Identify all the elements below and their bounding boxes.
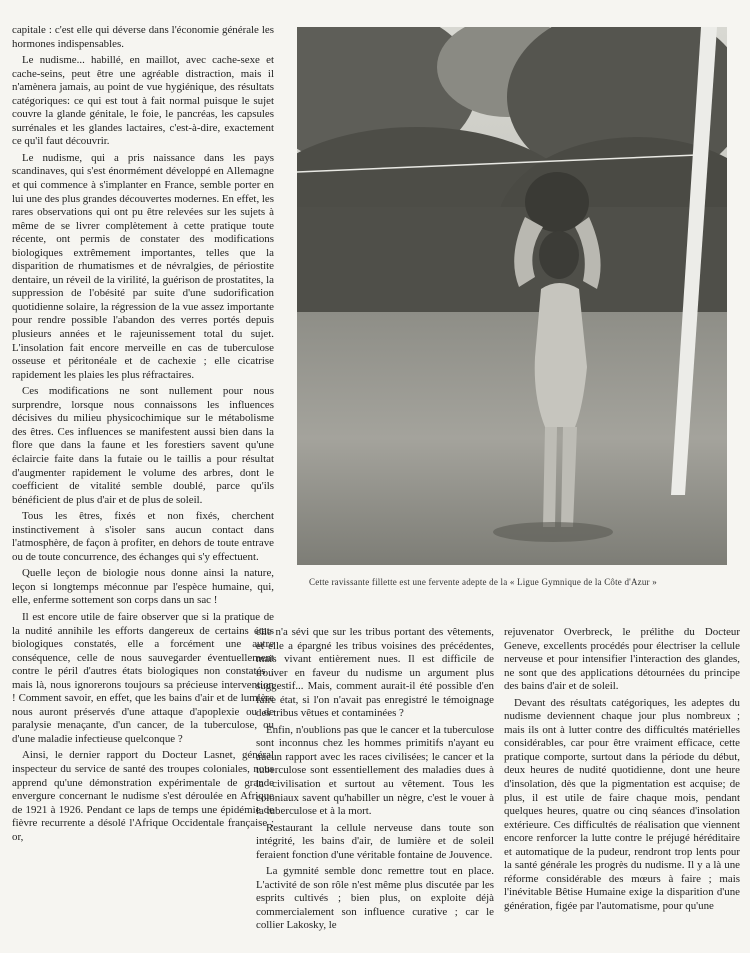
paragraph: La gymnité semble donc remettre tout en place. L'activité de son rôle n'est même plus discutée par les esprits cultivés ; bien plus, on exploite déjà commercialement son influence curative ; car le collier Lakosky, le bbox=[256, 865, 494, 932]
paragraph: Le nudisme, qui a pris naissance dans les pays scandinaves, qui s'est énormément développé en Allemagne et qui commence à s'implanter en France, semble porter en lui une des plus grandes découvertes modernes. En effet, les rares observations qui ont pu être relevées sur les sujets à même de se livrer complètement à cette pratique toute récente, ont permis de constater des modifications biologiques extrêmement importantes, telles que la disparition de rhumatismes et de névralgies, de périostite dentaire, un réveil de la virilité, la guérison de prostatites, la suppression de l'obésité par suite d'une sudorification quotidienne solaire, la régression de la vue assez importante pour rendre possible l'abandon des verres portés depuis plusieurs années et le rajeunissement total du sujet. L'insolation fait encore merveille en cas de tuberculose osseuse et péritonéale et de cachexie ; elle cicatrise rapidement les plaies les plus réfractaires. bbox=[12, 151, 274, 381]
paragraph: elle n'a sévi que sur les tribus portant des vêtements, et elle a épargné les tribus voisines des précédentes, mais vivant entièrement nues. Il est difficile de trouver en faveur du nudisme un argument plus suggestif... Mais, comment aurait-il été possible d'en faire état, si l'on n'avait pas enregistré le témoignage des tribus vêtues et contaminées ? bbox=[256, 626, 494, 720]
paragraph: capitale : c'est elle qui déverse dans l'économie générale les hormones indispensables. bbox=[12, 24, 274, 50]
paragraph: Ainsi, le dernier rapport du Docteur Lasnet, général inspecteur du service de santé des troupes coloniales, nous apprend qu'une démonstration expérimentale de grande envergure concernant le nudisme s'est déroulée en Afrique de 1921 à 1926. Pendant ce laps de temps une épidémie de fièvre recurrente a désolé l'Afrique Occidentale française ; or, bbox=[12, 749, 274, 843]
article-column-middle bbox=[256, 626, 494, 949]
article-column-right bbox=[504, 626, 740, 949]
paragraph: Ces modifications ne sont nullement pour nous surprendre, lorsque nous connaissons les influences décisives du milieu physicochimique sur le métabolisme des êtres. Ces influences se manifestent aussi bien dans la flore que dans la faune et les forestiers savent qu'une éclaircie faite dans la futaie ou le taillis a pour résultat d'augmenter rapidement le volume des arbres, dont le coefficient de vitalité semble doublé, parce qu'ils bénéficient de plus d'air et de plus de soleil. bbox=[12, 385, 274, 506]
article-column-left bbox=[12, 24, 274, 949]
paragraph: Restaurant la cellule nerveuse dans toute son intégrité, les bains d'air, de lumière et de soleil feraient fonction d'une véritable fontaine de Jouvence. bbox=[256, 821, 494, 861]
photo-caption: Cette ravissante fillette est une fervente adepte de la « Ligue Gymnique de la Côte d'Azur » bbox=[309, 577, 657, 587]
paragraph: Quelle leçon de biologie nous donne ainsi la nature, leçon si longtemps méconnue par l'espèce humaine, qui, elle, enferme sottement son corps dans un sac ! bbox=[12, 567, 274, 607]
paragraph: Tous les êtres, fixés et non fixés, cherchent instinctivement à s'isoler sans aucun contact dans l'atmosphère, de façon à profiter, en dehors de toute entrave ou de toute concurrence, des échanges qui s'y effectuent. bbox=[12, 510, 274, 563]
paragraph: Enfin, n'oublions pas que le cancer et la tuberculose sont inconnus chez les hommes primitifs n'ayant eu aucun rapport avec les races civilisées; le cancer et la tuberculose sont essentiellement des maladies dues à la civilisation et surtout au vêtement. Tous les coloniaux savent qu'habiller un nègre, c'est le vouer à la tuberculose et à la mort. bbox=[256, 723, 494, 818]
article-photo bbox=[297, 27, 727, 565]
paragraph: rejuvenator Overbreck, le prélithe du Docteur Geneve, excellents procédés pour électriser la cellule nerveuse et pour intensifier l'interaction des glandes, ne sont que des applications détournées du principe des bains d'air et de soleil. bbox=[504, 626, 740, 693]
paragraph: Il est encore utile de faire observer que si la pratique de la nudité annihile les efforts dangereux de certains états biologiques constatés, elle a forcément une autre conséquence, celle de nous sauvegarder éventuellement contre le péril d'autres états biologiques non constatés ; mais là, nous ignorerons toujours sa précieuse intervention ! Comment savoir, en effet, que les bains d'air et de lumière nous auront préservés d'une attaque d'apoplexie ou de paralysie menaçante, d'un cancer, de la tuberculose, ou d'une maladie infectieuse quelconque ? bbox=[12, 610, 274, 745]
photo-illustration bbox=[297, 27, 727, 565]
paragraph: Le nudisme... habillé, en maillot, avec cache-sexe et cache-seins, peut être une agréable distraction, mais il n'amènera jamais, au point de vue hygiénique, des résultats catégoriques: ce qui est tout à fait normal puisque le sujet couvre la glande génitale, le foie, le pancréas, les capsules surrénales et les glandes lactaires, c'est-à-dire, exactement ce qu'il faut découvrir. bbox=[12, 54, 274, 148]
paragraph: Devant des résultats catégoriques, les adeptes du nudisme deviennent chaque jour plus nombreux ; mais ils ont à lutter contre des difficultés matérielles considérables, car pour être vraiment efficace, cette pratique comporte, surtout dans la période du début, deux heures de nudité quotidienne, dont une heure d'insolation, dès que la pigmentation est acquise; de plus, il est utile de faire chaque mois, pendant quelques heures, quatre ou cinq séances d'insolation extérieure. Ces difficultés de réalisation que viennent encore renforcer la lutte contre le préjugé héréditaire et automatique de la pudeur, rendront trop lents pour la santé générale les progrès du nudisme. Il y a là une réforme considérable des mœurs à faire ; mais l'inévitable Bêtise Humaine exige la disparition d'une génération, figée par l'automatisme, pour qu'une bbox=[504, 696, 740, 912]
